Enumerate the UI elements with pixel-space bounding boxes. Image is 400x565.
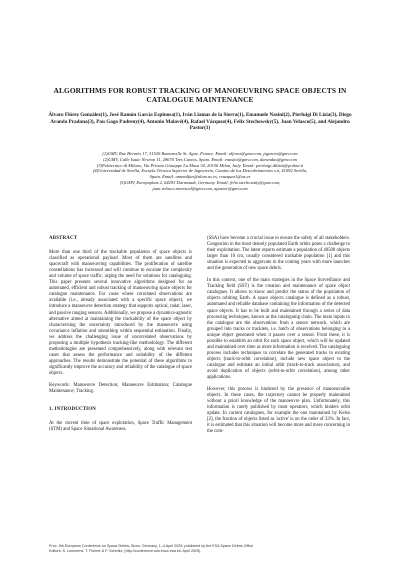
affiliation-line: (4)Universidad de Sevilla, Escuela Técnica Superior de Ingeniería, Camino de los Descubrimientos s.n, 41092 Sevilla,: [92, 168, 308, 174]
left-column: [49, 236, 192, 439]
paper-title: ALGORITHMS FOR ROBUST TRACKING OF MANOEUVRING SPACE OBJECTS IN CATALOGUE MAINTENANCE: [53, 86, 347, 104]
affiliation-line: (3)Politecnico di Milano, Via Privata Giuseppe La Masa 34, 20156 Milan, Italy. Email: pierluigi.dilizia@polimi.it: [96, 162, 304, 168]
body-paragraph: However, this process is hindered by the presence of manoeuvrable objects. In these cases, the trajectory cannot be properly maintained without a priori knowledge of the manoeuvre plan. Unfortunately, this information is rarely published by most operators, which hinders orbit update. In current catalogues, for example the one maintained by Kelso [2], the fraction of objects listed as 'active' is on the order of 33%. In fact, it is estimated that this situation will become more and more concerning in the com-: [207, 387, 350, 435]
keywords: Keywords: Manoeuvre Detection; Manoeuvre Estimation; Catalogue Maintenance; Tracking.: [49, 383, 192, 395]
affiliation-line: (5)GMV, Europaplatz 2, 64293 Darmstadt, Germany. Email: felix.stechowsky@gmv.com,: [119, 179, 281, 185]
footer-line: Editors: S. Lemmens, T. Flohrer & F. Schmitz, (http://conference.sdo.esoc.esa.int, April 2025): [49, 549, 201, 553]
proceedings-footer: [49, 544, 351, 554]
affiliation-line: Spain. Email: antmalfan@alum.us.es, rvazquez1@us.es: [149, 174, 251, 180]
affiliation-line: (2)GMV, Calle Isaac Newton 11, 28670 Tres Cantos, Spain. Email: enasini@gmv.com, darandas@gmv.com: [103, 156, 297, 162]
footer-line: Proc. 9th European Conference on Space Debris, Bonn, Germany, 1–4 April 2025, published by the ESA Space Debris Office: [49, 544, 254, 548]
introduction-text: At the current time of space exploration, Space Traffic Management (STM) and Space Situational Awareness: [49, 421, 192, 433]
affiliation-line: juan.velasco.mariscal@gmv.com, apastor@gmv.com: [152, 185, 248, 191]
author-list: Álvaro Flórez González(1), José Ramón García Espinosa(1), Iván Llamas de la Sierra(1), Emanuele Nasini(2), Pierluigi Di Lizia(3), Diego Aranda Pradana(3), Pau Gago Padreny(4), Antonio Malavé(4), Rafael Vázquez(4), Felix Stechowsky(5), Juan Velasco(5), and Alejandro Pastor(1): [48, 112, 352, 132]
abstract-heading: ABSTRACT: [49, 236, 78, 241]
affiliations: [40, 151, 360, 192]
body-paragraph: In this context, one of the main strategies in the Space Surveillance and Tracking field (SST) is the creation and maintenance of space object catalogues. It allows to know and predict the status of the population of objects orbiting Earth. A space objects catalogue is defined as a robust, automated and reliable database containing the information of the detected space objects. It has to be built and maintained through a series of data processing techniques, known as the cataloguing chain. The main inputs to the catalogue are the observations from a sensor network, which are grouped into tracks or tracklets, i.e. batch of observations belonging to a unique object generated when it passes over a sensor. From these, it is possible to establish an orbit for each space object, which will be updated and maintained over time as more information is received. The cataloguing process includes techniques to correlate the generated tracks to existing objects (track-to-orbit correlation), include new space object to the catalogue and estimate an initial orbit (track-to-track association), and avoid duplication of objects (orbit-to-orbit correlation), among other applications.: [207, 278, 350, 381]
introduction-heading: 1. INTRODUCTION: [49, 407, 97, 413]
abstract-text: More than one third of the trackable population of space objects is classified as operational payload. Most of them are satellites and spacecraft with manoeuvring capabilities. The proliferation of satellite constellations has increased and will continue to escalate the complexity and volume of space traffic, urging the need for solutions for cataloguing. This paper presents several innovative algorithms designed for an automated, efficient and robust tracking of manoeuvring space objects for catalogue maintenance. For cases where correlated observations are available (i.e., already associated with a specific space object), we introduce a manoeuvre detection strategy that supports optical, radar, laser, and passive ranging sensors. Additionally, we propose a dynamics-agnostic alternative aimed at maintaining the trackability of the space object by characterising the uncertainty introduced by the manoeuvre using covariance inflation and smoothing within sequential estimation. Finally, we address the challenging issue of uncorrelated observations by proposing a multiple hypothesis tracking-like methodology. The different methodologies are presented comprehensively, along with relevant test cases that assess the performance and suitability of the different approaches. The results demonstrate the potential of these algorithms to significantly improve the accuracy and reliability of the catalogue of space objects.: [49, 250, 192, 376]
body-paragraph: (SSA) have become a crucial issue to ensure the safety of all stakeholders. Congestion in the most densely populated Earth orbits poses a challenge to their exploitation. The latest reports estimate a population of 40500 objects larger than 10 cm, usually considered trackable population [1] and this situation is expected to aggravate in the coming years with more launches and the generation of new space debris.: [207, 236, 350, 272]
right-column: [207, 236, 350, 441]
affiliation-line: (1)GMV, Rue Hermès 17, 31520 Ramonville St. Agne, France. Email: alforez@gmv.com, jrgarcia@gmv.com: [102, 151, 298, 156]
